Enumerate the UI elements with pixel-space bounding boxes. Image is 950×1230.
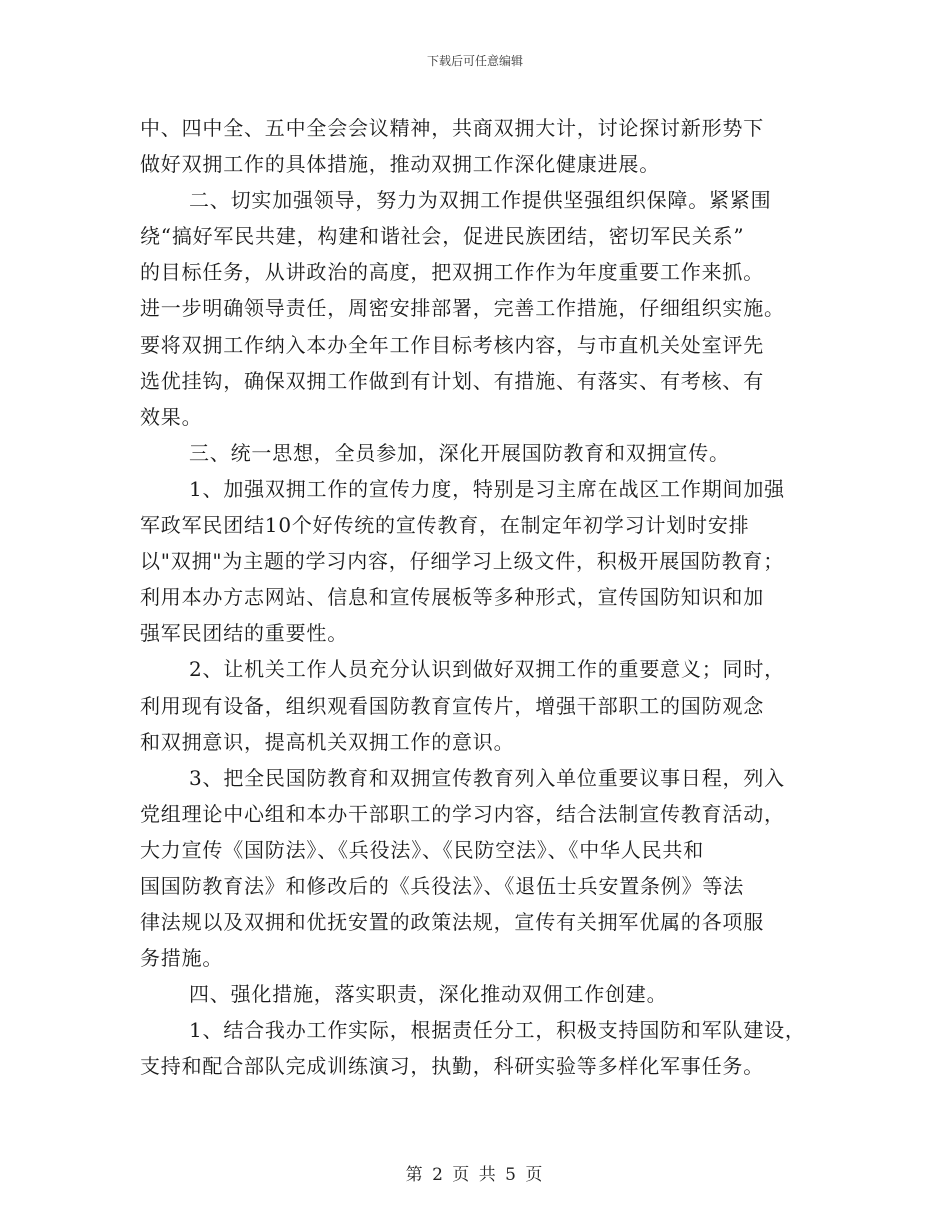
text-line: 中、四中全、五中全会会议精神，共商双拥大计，讨论探讨新形势下 xyxy=(140,116,764,140)
text-line: 大力宣传《国防法》、《兵役法》、《民防空法》、《中华人民共和 xyxy=(140,837,704,862)
text-line: 要将双拥工作纳入本办全年工作目标考核内容，与市直机关处室评先 xyxy=(140,332,764,357)
text-line: 国国防教育法》和修改后的《兵役法》、《退伍士兵安置条例》等法 xyxy=(140,873,744,898)
text-line: 的目标任务，从讲政治的高度，把双拥工作作为年度重要工作来抓。 xyxy=(140,260,764,285)
text-line: 律法规以及双拥和优抚安置的政策法规，宣传有关拥军优属的各项服 xyxy=(140,910,764,935)
section-heading: 四、强化措施，落实职责，深化推动双佣工作创建。 xyxy=(189,982,668,1007)
paragraph-start: 1、加强双拥工作的宣传力度，特别是习主席在战区工作期间加强 xyxy=(189,476,785,501)
text-line: 利用本办方志网站、信息和宣传展板等多种形式，宣传国防知识和加 xyxy=(140,585,764,610)
text-line: 效果。 xyxy=(140,404,203,429)
page-number: 第 2 页 共 5 页 xyxy=(405,1165,545,1185)
document-body xyxy=(140,110,830,1085)
paragraph-start: 2、让机关工作人员充分认识到做好双拥工作的重要意义；同时， xyxy=(189,657,785,682)
text-line: 以"双拥"为主题的学习内容，仔细学习上级文件，积极开展国防教育； xyxy=(140,549,784,574)
text-line: 务措施。 xyxy=(140,946,224,971)
text-line: 强军民团结的重要性。 xyxy=(140,621,348,646)
paragraph-start: 3、把全民国防教育和双拥宣传教育列入单位重要议事日程，列入 xyxy=(189,765,785,790)
paragraph-start: 1、结合我办工作实际，根据责任分工，积极支持国防和军队建设， xyxy=(189,1018,806,1043)
text-line: 党组理论中心组和本办干部职工的学习内容，结合法制宣传教育活动， xyxy=(140,801,785,826)
text-line: 做好双拥工作的具体措施，推动双拥工作深化健康进展。 xyxy=(140,152,660,177)
section-heading: 三、统一思想，全员参加，深化开展国防教育和双拥宣传。 xyxy=(189,440,730,465)
text-line: 利用现有设备，组织观看国防教育宣传片，增强干部职工的国防观念 xyxy=(140,693,764,718)
page-header: 下载后可任意编辑 xyxy=(426,54,523,68)
section-heading: 二、切实加强领导，努力为双拥工作提供坚强组织保障。紧紧围 xyxy=(189,188,772,213)
text-line: 军政军民团结10个好传统的宣传教育，在制定年初学习计划时安排 xyxy=(140,513,750,538)
text-line: 选优挂钩，确保双拥工作做到有计划、有措施、有落实、有考核、有 xyxy=(140,368,764,393)
text-line: 绕“搞好军民共建，构建和谐社会，促进民族团结，密切军民关系” xyxy=(140,224,745,249)
text-line: 支持和配合部队完成训练演习，执勤，科研实验等多样化军事任务。 xyxy=(140,1054,764,1079)
text-line: 和双拥意识，提高机关双拥工作的意识。 xyxy=(140,729,515,754)
text-line: 进一步明确领导责任，周密安排部署，完善工作措施，仔细组织实施。 xyxy=(140,296,785,321)
